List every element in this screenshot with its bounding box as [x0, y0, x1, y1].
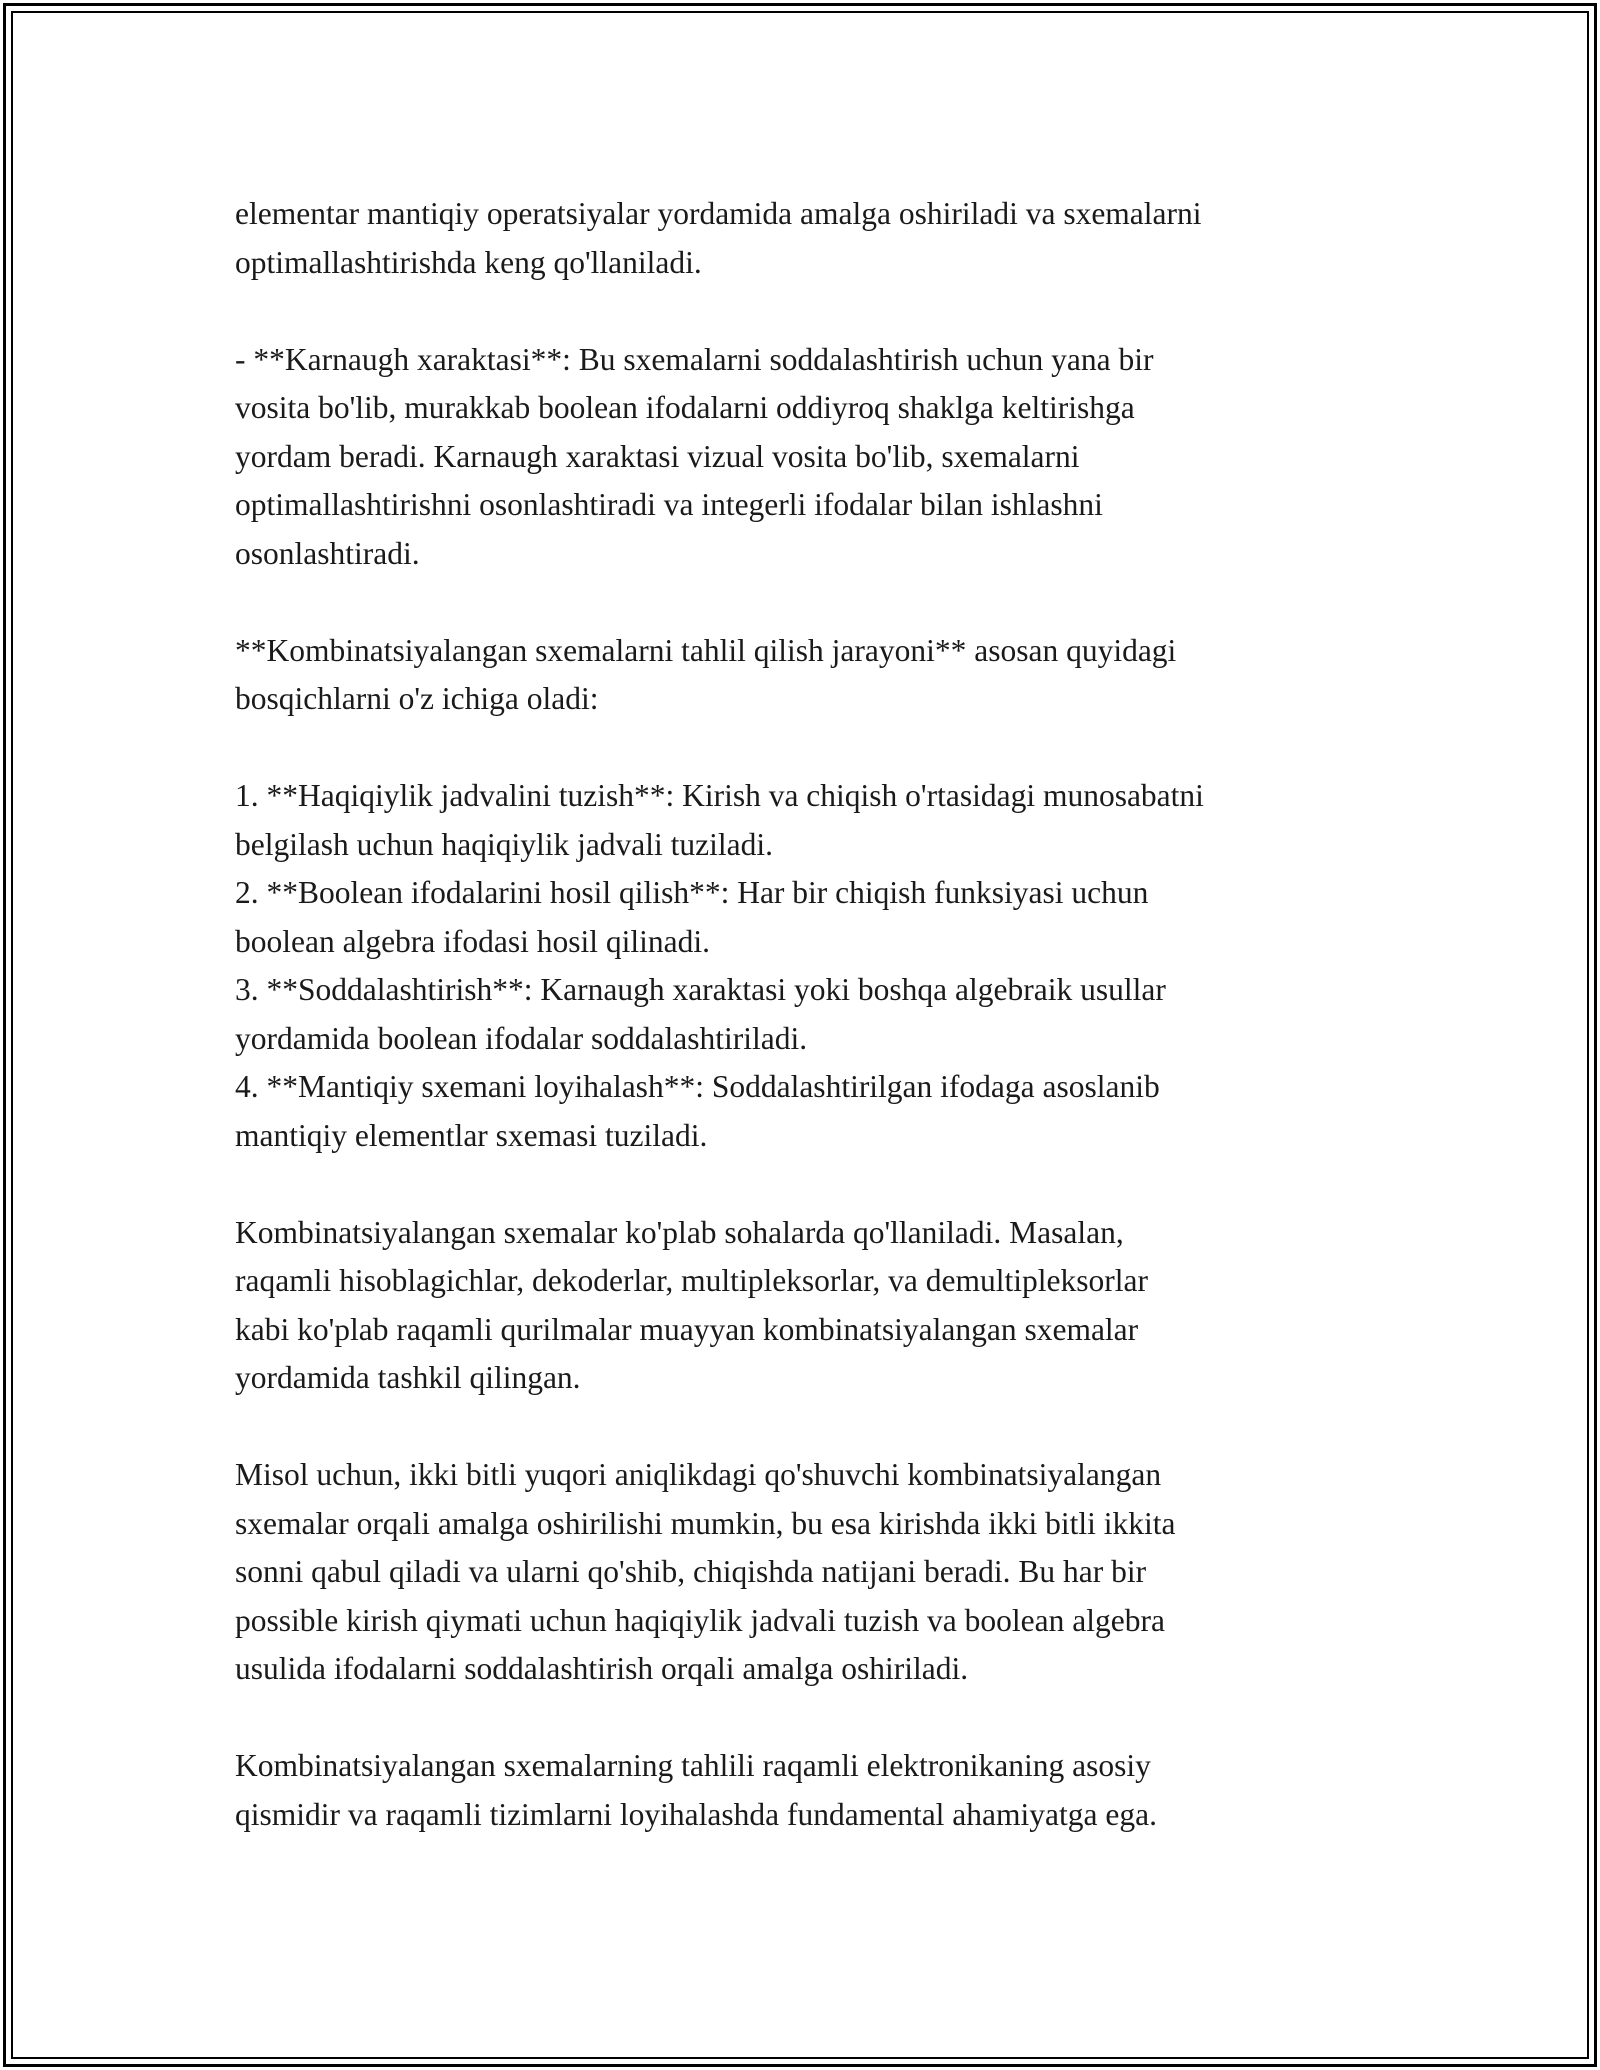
text-line: qismidir va raqamli tizimlarni loyihalashda fundamental ahamiyatga ega. [235, 1796, 1157, 1832]
text-line: usulida ifodalarni soddalashtirish orqali amalga oshiriladi. [235, 1651, 969, 1686]
text-line: - **Karnaugh xaraktasi**: Bu sxemalarni soddalashtirish uchun yana bir [235, 341, 1154, 377]
text-line: optimallashtirishni osonlashtiradi va integerli ifodalar bilan ishlashni [235, 487, 1103, 522]
text-line: Kombinatsiyalangan sxemalarning tahlili raqamli elektronikaning asosiy [235, 1748, 1151, 1783]
paragraph-example [235, 1451, 1395, 1694]
document-body [235, 190, 1395, 1888]
text-line: boolean algebra ifodasi hosil qilinadi. [235, 923, 711, 959]
paragraph-analysis-process [235, 627, 1395, 724]
list-item [235, 966, 1395, 1063]
text-line: 4. **Mantiqiy sxemani loyihalash**: Soddalashtirilgan ifodaga asoslanib [235, 1069, 1160, 1104]
text-line: 3. **Soddalashtirish**: Karnaugh xaraktasi yoki boshqa algebraik usullar [235, 972, 1166, 1007]
text-line: Misol uchun, ikki bitli yuqori aniqlikdagi qo'shuvchi kombinatsiyalangan [235, 1457, 1162, 1492]
text-line: yordamida boolean ifodalar soddalashtiriladi. [235, 1020, 808, 1056]
text-line: bosqichlarni o'z ichiga oladi: [235, 681, 599, 716]
text-line: mantiqiy elementlar sxemasi tuziladi. [235, 1117, 708, 1153]
list-item [235, 869, 1395, 966]
text-line: sonni qabul qiladi va ularni qo'shib, chiqishda natijani beradi. Bu har bir [235, 1554, 1147, 1589]
text-line: kabi ko'plab raqamli qurilmalar muayyan kombinatsiyalangan sxemalar [235, 1311, 1139, 1347]
paragraph-conclusion [235, 1742, 1395, 1839]
text-line: raqamli hisoblagichlar, dekoderlar, multipleksorlar, va demultipleksorlar [235, 1263, 1148, 1298]
text-line: yordam beradi. Karnaugh xaraktasi vizual vosita bo'lib, sxemalarni [235, 438, 1080, 474]
list-item [235, 1063, 1395, 1160]
text-line: sxemalar orqali amalga oshirilishi mumkin, bu esa kirishda ikki bitli ikkita [235, 1505, 1176, 1541]
list-item [235, 772, 1395, 869]
text-line: osonlashtiradi. [235, 535, 420, 571]
text-line: optimallashtirishda keng qo'llaniladi. [235, 244, 702, 280]
text-line: 1. **Haqiqiylik jadvalini tuzish**: Kirish va chiqish o'rtasidagi munosabatni [235, 778, 1204, 813]
steps-list [235, 772, 1395, 1160]
text-line: possible kirish qiymati uchun haqiqiylik jadvali tuzish va boolean algebra [235, 1602, 1165, 1638]
paragraph-applications [235, 1209, 1395, 1403]
text-line: vosita bo'lib, murakkab boolean ifodalarni oddiyroq shaklga keltirishga [235, 390, 1135, 425]
text-line: 2. **Boolean ifodalarini hosil qilish**: Har bir chiqish funksiyasi uchun [235, 875, 1149, 910]
paragraph-karnaugh [235, 336, 1395, 579]
text-line: elementar mantiqiy operatsiyalar yordamida amalga oshiriladi va sxemalarni [235, 196, 1202, 231]
text-line: yordamida tashkil qilingan. [235, 1360, 581, 1395]
text-line: belgilash uchun haqiqiylik jadvali tuziladi. [235, 826, 774, 862]
paragraph-intro-continuation [235, 190, 1395, 287]
text-line: **Kombinatsiyalangan sxemalarni tahlil qilish jarayoni** asosan quyidagi [235, 632, 1177, 668]
text-line: Kombinatsiyalangan sxemalar ko'plab sohalarda qo'llaniladi. Masalan, [235, 1214, 1124, 1250]
